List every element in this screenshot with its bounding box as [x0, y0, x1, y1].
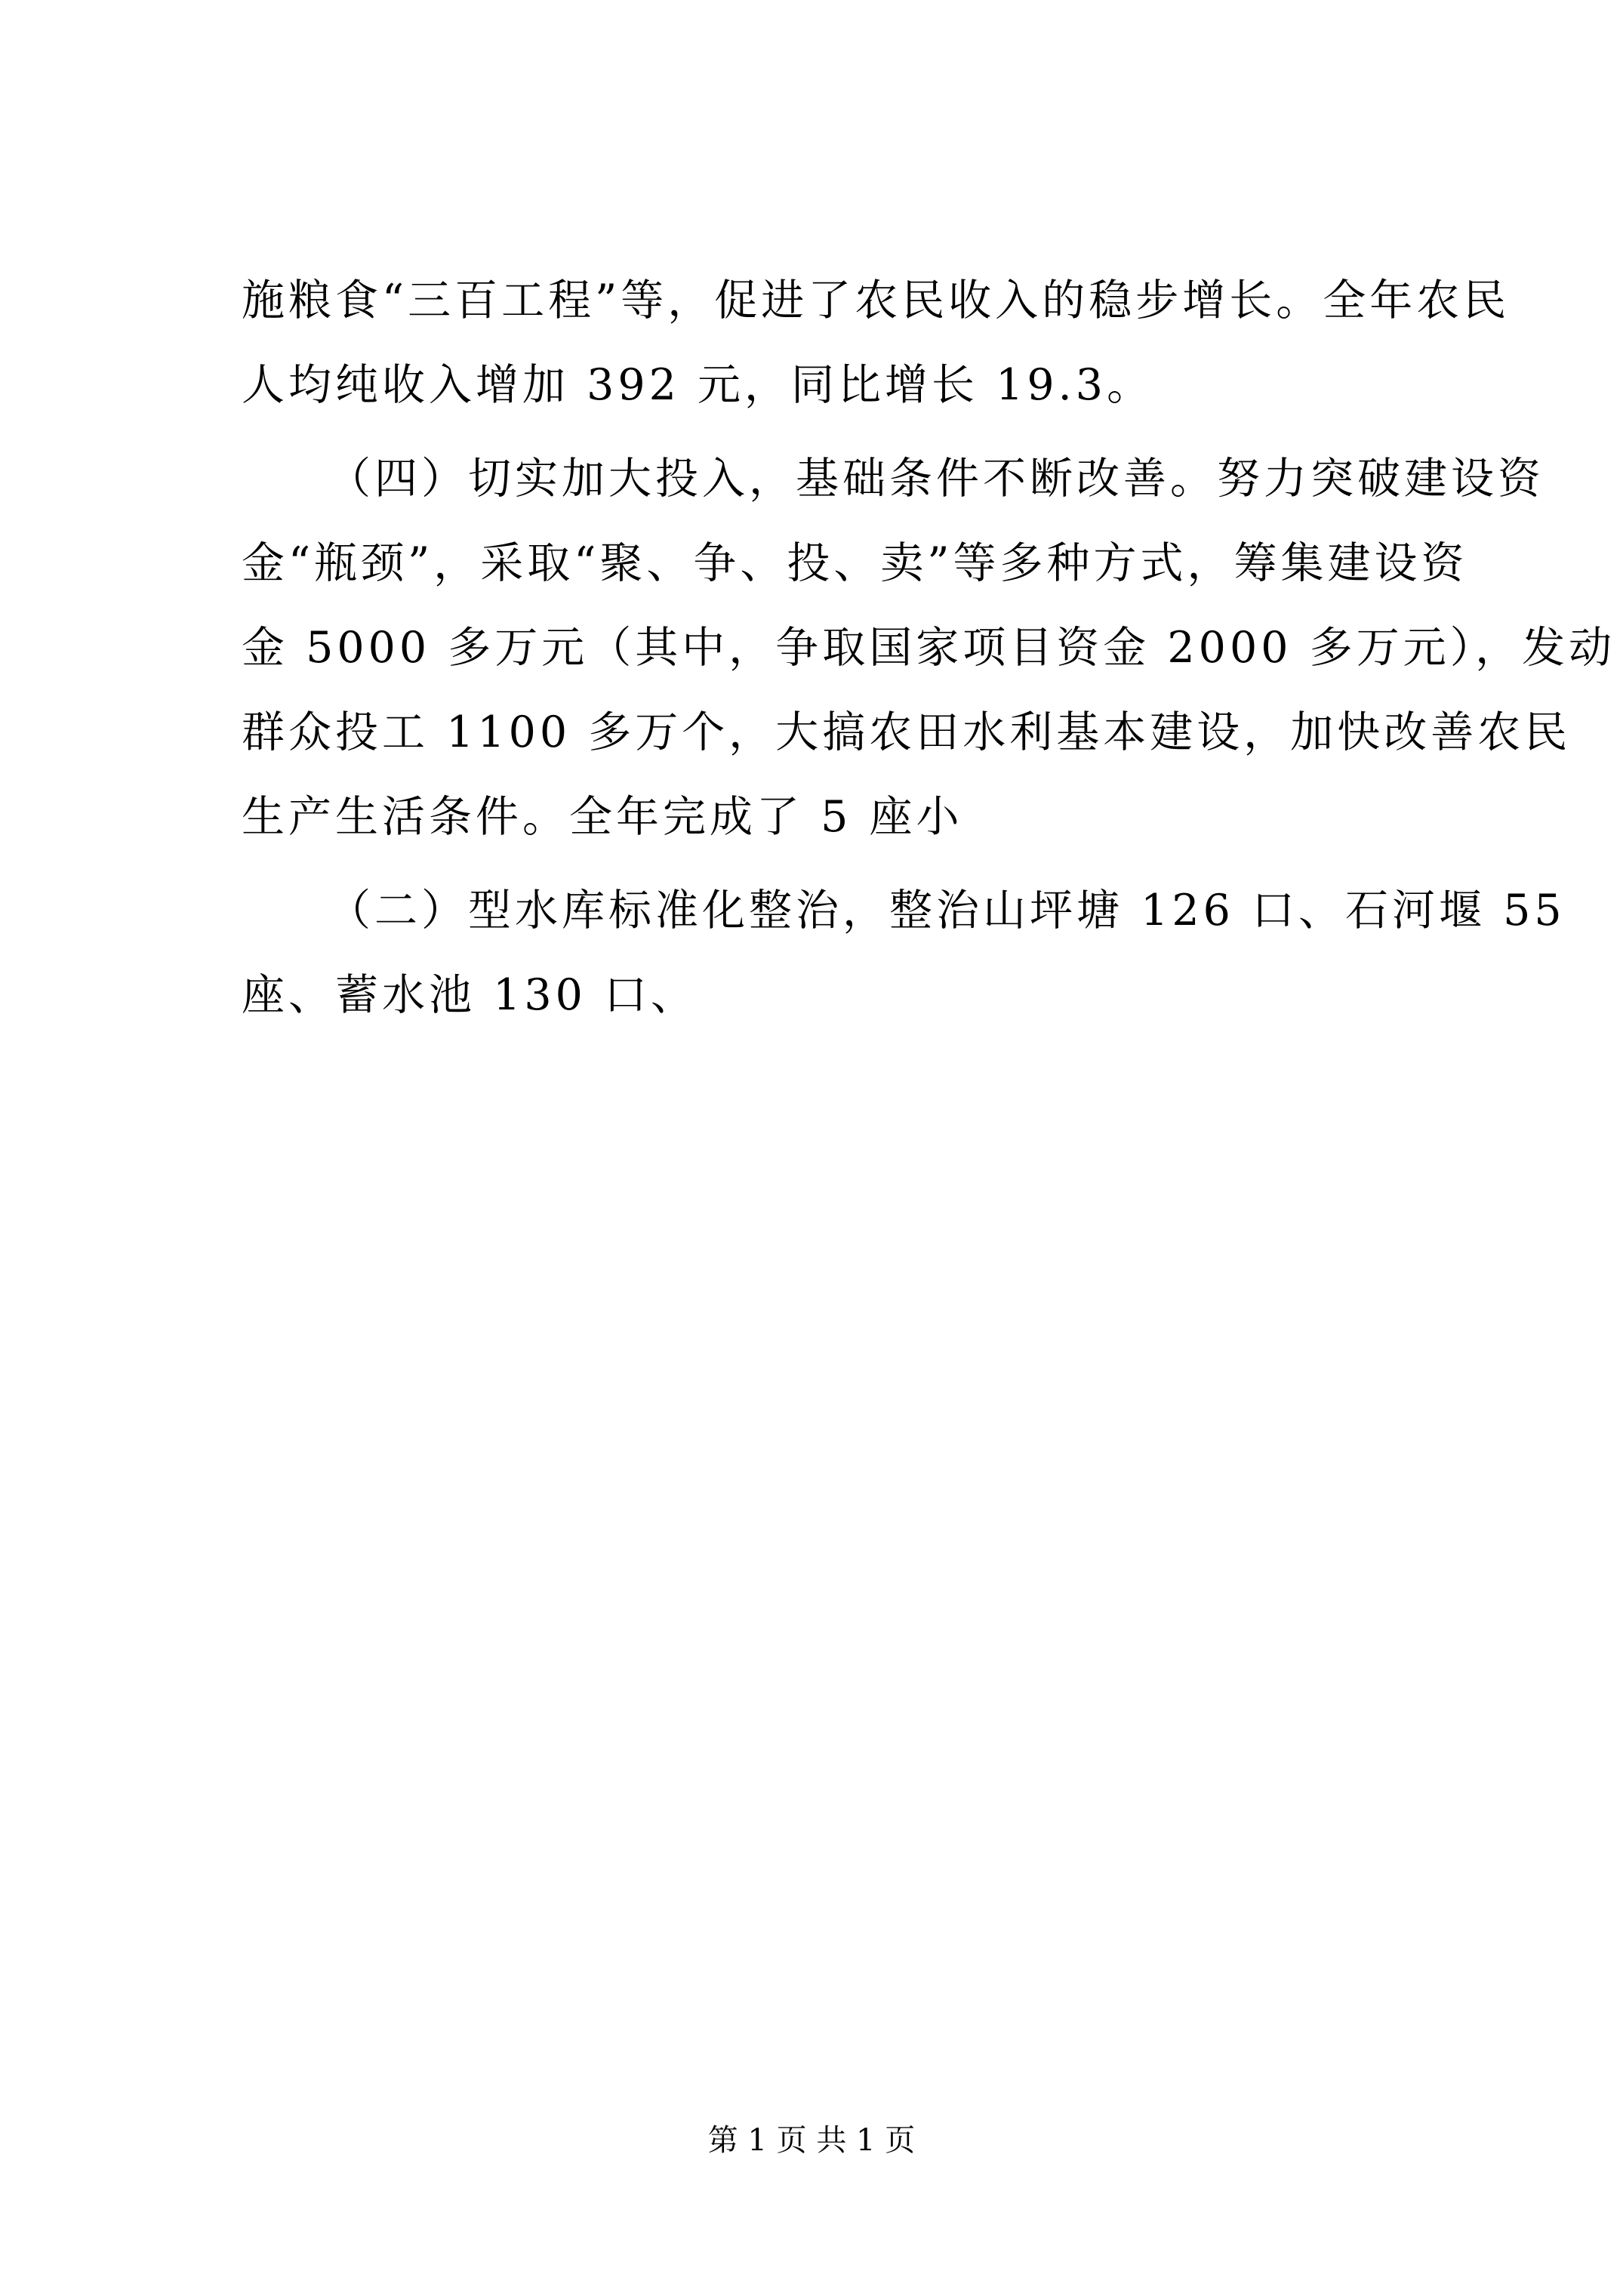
text-line: 金 5000 多万元（其中，争取国家项目资金 2000 多万元），发动 — [242, 623, 1616, 673]
text-line: 施粮食“三百工程”等，促进了农民收入的稳步增长。全年农民 — [242, 276, 1511, 325]
text-line: 金“瓶颈”，采取“聚、争、投、卖”等多种方式，筹集建设资 — [242, 538, 1468, 588]
text-line: 座、蓄水池 130 口、 — [242, 970, 698, 1020]
paragraph — [242, 868, 1566, 1037]
text-line: 人均纯收入增加 392 元，同比增长 19.3。 — [242, 360, 1154, 410]
text-line: 生产生活条件。全年完成了 5 座小 — [242, 792, 963, 842]
page-footer: 第 1 页 共 1 页 — [707, 2123, 916, 2158]
text-line: （二）型水库标准化整治，整治山坪塘 126 口、石河堰 55 — [328, 886, 1566, 935]
text-line: （四）切实加大投入，基础条件不断改善。努力突破建设资 — [328, 454, 1544, 504]
document-body — [242, 258, 1616, 1037]
paragraph — [242, 436, 1616, 859]
text-line: 群众投工 1100 多万个，大搞农田水利基本建设，加快改善农民 — [242, 707, 1572, 757]
paragraph — [242, 258, 1511, 427]
